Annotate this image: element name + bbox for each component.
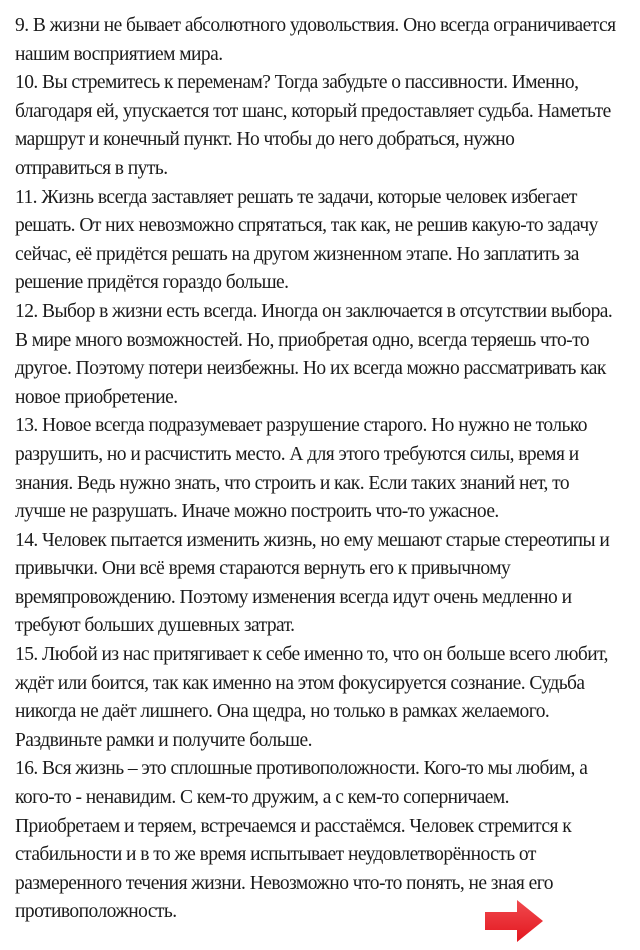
text-line: 9. В жизни не бывает абсолютного удовольствия. Оно всегда ограничивается bbox=[15, 15, 616, 36]
text-line: 10. Вы стремитесь к переменам? Тогда забудьте о пассивности. Именно, bbox=[15, 72, 579, 94]
text-line: знания. Ведь нужно знать, что строить и как. Если таких знаний нет, то bbox=[15, 472, 570, 494]
text-line: ждёт или боится, так как именно на этом фокусируется сознание. Судьба bbox=[15, 672, 585, 694]
text-line: отправиться в путь. bbox=[15, 157, 168, 179]
text-line: решать. От них невозможно спрятаться, так как, не решив какую-то задачу bbox=[15, 215, 598, 237]
text-line: 12. Выбор в жизни есть всегда. Иногда он заключается в отсутствии выбора. bbox=[15, 300, 613, 322]
right-arrow-icon bbox=[483, 898, 545, 944]
text-line: лучше не разрушать. Иначе можно построить что-то ужасное. bbox=[15, 501, 499, 523]
text-line: решение придётся гораздо больше. bbox=[15, 272, 289, 294]
text-line: Приобретаем и теряем, встречаемся и расстаёмся. Человек стремится к bbox=[15, 815, 572, 837]
text-line: времяпровождению. Поэтому изменения всегда идут очень медленно и bbox=[15, 586, 572, 608]
text-line: никогда не даёт лишнего. Она щедра, но только в рамках желаемого. bbox=[15, 701, 550, 723]
text-line: новое приобретение. bbox=[15, 386, 178, 408]
text-line: 14. Человек пытается изменить жизнь, но ему мешают старые стереотипы и bbox=[15, 529, 610, 551]
text-line: 15. Любой из нас притягивает к себе именно то, что он больше всего любит, bbox=[15, 644, 608, 666]
text-line: другое. Поэтому потери неизбежны. Но их всегда можно рассматривать как bbox=[15, 358, 606, 380]
text-line: сейчас, её придётся решать на другом жизненном этапе. Но заплатить за bbox=[15, 243, 579, 265]
next-page-button[interactable] bbox=[483, 898, 545, 944]
text-line: нашим восприятием мира. bbox=[15, 43, 223, 65]
text-line: стабильности и в то же время испытывает неудовлетворённость от bbox=[15, 844, 536, 866]
text-line: 16. Вся жизнь – это сплошные противоположности. Кого-то мы любим, а bbox=[15, 758, 588, 780]
text-line: 13. Новое всегда подразумевает разрушение старого. Но нужно не только bbox=[15, 415, 587, 437]
text-line: маршрут и конечный пункт. Но чтобы до него добраться, нужно bbox=[15, 129, 515, 151]
text-line: благодаря ей, упускается тот шанс, который предоставляет судьба. Наметьте bbox=[15, 100, 611, 122]
document-text bbox=[15, 12, 625, 927]
text-line: В мире много возможностей. Но, приобретая одно, всегда теряешь что-то bbox=[15, 329, 590, 351]
text-line: противоположность. bbox=[15, 901, 177, 923]
text-line: размеренного течения жизни. Невозможно что-то понять, не зная его bbox=[15, 872, 553, 894]
text-line: кого-то - ненавидим. С кем-то дружим, а с кем-то соперничаем. bbox=[15, 787, 509, 809]
text-line: требуют больших душевных затрат. bbox=[15, 615, 295, 637]
text-line: Раздвиньте рамки и получите больше. bbox=[15, 729, 312, 751]
text-line: 11. Жизнь всегда заставляет решать те задачи, которые человек избегает bbox=[15, 186, 577, 208]
text-line: разрушить, но и расчистить место. А для этого требуются силы, время и bbox=[15, 443, 579, 465]
text-line: привычки. Они всё время стараются вернуть его к привычному bbox=[15, 558, 511, 580]
